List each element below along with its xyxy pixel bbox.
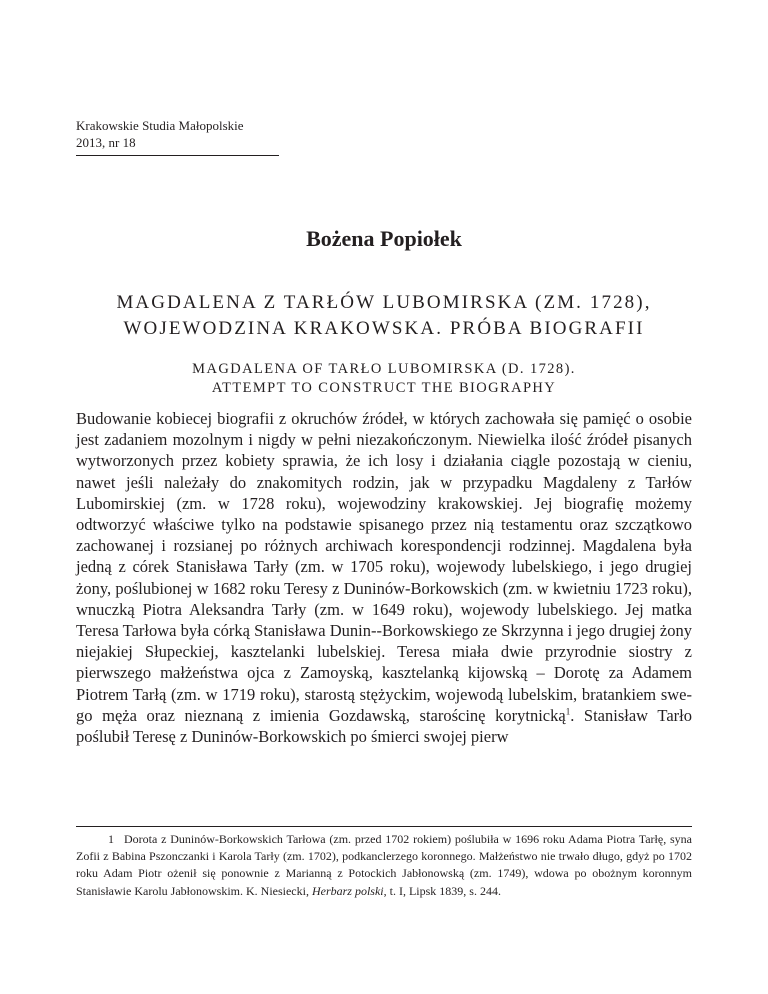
journal-header: [76, 117, 286, 156]
paragraph-continuation: . Stanisław Tarło poślubił Teresę z Duninów-Borkowskich po śmierci swojej pierw: [76, 705, 692, 747]
body-paragraph: [76, 408, 692, 747]
footnote: [76, 831, 692, 900]
title-line-1: MAGDALENA Z TARŁÓW LUBOMIRSKA (ZM. 1728),: [116, 292, 652, 313]
journal-issue: 2013, nr 18: [76, 135, 136, 150]
footnote-number: 1: [108, 832, 114, 846]
subtitle-line-2: ATTEMPT TO CONSTRUCT THE BIOGRAPHY: [211, 380, 557, 396]
journal-name: Krakowskie Studia Małopolskie: [76, 118, 244, 133]
title-line-2: WOJEWODZINA KRAKOWSKA. PRÓBA BIOGRAFII: [123, 318, 645, 339]
body-text: [76, 408, 692, 747]
article-title: [60, 290, 708, 342]
subtitle-line-1: MAGDALENA OF TARŁO LUBOMIRSKA (D. 1728).: [192, 361, 576, 377]
footnote-divider: [76, 826, 692, 827]
paragraph-text: Budowanie kobiecej biografii z okruchów źródeł, w których zachowała się pamięć o osobie jest zadaniem mozolnym i nigdy w pełni niezakończonym. Niewielka ilość źródeł pisanych wytworzonych przez kobiety sprawia, że ich losy i działania ciągle pozostają w cieniu, nawet jeśli należały do znakomitych rodzin, jak w przypadku Magdaleny z Tarłów Lubomirskiej (zm. w 1728 roku), wojewodziny krakowskiej. Jej biografię możemy odtworzyć właściwe tylko na podstawie spisanego przez nią testamentu oraz szczątkowo zachowanej i rozsianej po różnych archiwach korespondencji rodzinnej. Magdalena była jedną z córek Stanisława Tarły (zm. w 1705 roku), wojewody lubelskiego, i jego drugiej żony, poślubionej w 1682 roku Teresy z Duninów-Borkowskich (zm. w kwietniu 1723 roku), wnuczką Piotra Aleksandra Tarły (zm. w 1649 roku), wojewody lubelskiego. Jej matka Teresa Tarłowa była córką Stanisława Dunin--Borkowskiego ze Skrzynna i jego drugiej żony niejakiej Słupeckiej, kasztelanki lubelskiej. Teresa miała dwie przyrodnie siostry z pierwszego małżeństwa ojca z Zamoyską, kasztelanką kijowską – Dorotę za Adamem Piotrem Tarłą (zm. w 1719 roku), starostą stężyckim, wojewodą lubelskim, bratankiem swego męża oraz nieznaną z imienia Gozdawską, starościnę korytnicką: [76, 409, 692, 725]
footnote-reference: 1: [565, 706, 571, 717]
article-subtitle-english: [90, 360, 678, 398]
author-name: Bożena Popiołek: [306, 226, 462, 251]
footnote-text: Dorota z Duninów-Borkowskich Tarłowa (zm. przed 1702 rokiem) poślubiła w 1696 roku Adama Piotra Tarłę, syna Zofii z Babina Pszonczanki i Karola Tarły (zm. 1702), podkanclerzego koronnego. Małżeństwo nie trwało długo, gdyż po 1702 roku Adam Piotr ożenił się ponownie z Marianną z Potockich Jabłonowską (zm. 1749), wdowa po obożnym koronnym Stanisławie Karolu Jabłonowskim. K. Niesiecki,: [76, 832, 692, 898]
footnote-book-title: Herbarz polski: [311, 883, 384, 898]
footnote-citation: , t. I, Lipsk 1839, s. 244.: [383, 883, 501, 898]
header-divider: [76, 155, 279, 156]
